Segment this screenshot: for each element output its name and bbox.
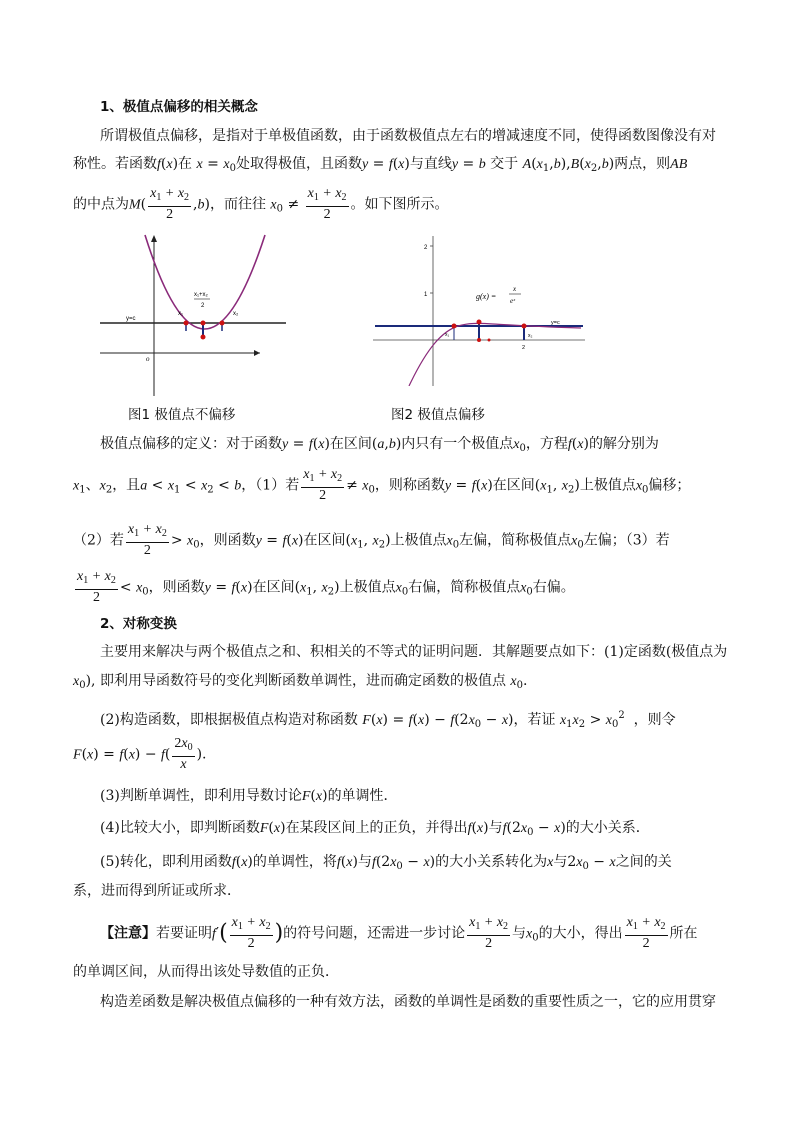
- tick-label-x2: 2: [522, 345, 526, 351]
- paragraph-line: 极值点偏移的定义：对于函数y = f(x)在区间(a,b)内只有一个极值点$x_0$，方程f(x)的解分别为: [100, 436, 659, 454]
- note-tag: 【注意】: [100, 925, 156, 942]
- paragraph-line: 称性。若函数f(x)在 $x = x_0$处取得极值，且函数y = f(x)与直线y = b 交于 $A(x_1,b),B(x_2,b)$两点，则AB: [73, 156, 688, 174]
- point-x1: [184, 321, 189, 326]
- point-x2: [522, 324, 527, 329]
- paragraph-line: 构造差函数是解决极值点偏移的一种有效方法，函数的单调性是函数的重要性质之一，它的应用贯穿: [100, 994, 716, 1010]
- tick-label-y2: 2: [424, 245, 428, 251]
- paragraph-line: $\frac{x_1 + x_2}{2}$ < $x_0$，则函数y = f(x)在区间($x_1$, $x_2$)上极值点$x_0$右偏，简称极值点$x_0$右偏。: [77, 569, 575, 605]
- x-axis-arrow: [254, 350, 260, 356]
- label-g-denominator: eˣ: [510, 297, 516, 305]
- point-vertex: [201, 335, 206, 340]
- point-max: [477, 320, 482, 325]
- label-yc: y=c: [551, 320, 560, 326]
- label-x2: x₂: [233, 311, 239, 317]
- figure-2-gx: [373, 236, 585, 386]
- paragraph-line: $x_0$), 即利用导函数符号的变化判断函数单调性，进而确定函数的极值点 $x_0$.: [73, 673, 528, 691]
- label-x1: x₁: [445, 332, 450, 338]
- section-heading-1: 1、极值点偏移的相关概念: [100, 99, 258, 115]
- point-x1: [452, 324, 457, 329]
- paragraph-line: (5)转化，即利用函数f(x)的单调性，将f(x)与$f(2x_0 - x)$的大小关系转化为x与$2x_0 - x$之间的关: [100, 854, 672, 872]
- label-mid-numerator: x₁+x₂: [194, 292, 208, 298]
- paragraph-line: (4)比较大小，即判断函数F(x)在某段区间上的正负，并得出f(x)与$f(2x_0 - x)$的大小关系．: [100, 820, 650, 838]
- paragraph-line: F(x) = f(x) − f( $\frac{2x_0}{x}$ ).: [73, 736, 207, 772]
- note-line: 【注意】若要证明f′( $\frac{x_1 + x_2}{2}$ )的符号问题，还需进一步讨论 $\frac{x_1 + x_2}{2}$ 与$x_0$的大小，得出 $\frac{x_1 + x_2}{2}$ 所在: [100, 915, 698, 951]
- figure-2-caption: 图2 极值点偏移: [391, 407, 485, 423]
- label-gx: g(x) =: [476, 292, 497, 301]
- figure-1-parabola: [100, 233, 286, 398]
- paragraph-line: 的单调区间，从而得出该处导数值的正负．: [73, 964, 339, 980]
- tick-label-y1: 1: [424, 292, 428, 298]
- label-x2: x₂: [528, 333, 533, 339]
- paragraph-line: （2）若 $\frac{x_1 + x_2}{2}$ > $x_0$，则函数y = f(x)在区间($x_1$, $x_2$)上极值点$x_0$左偏，简称极值点$x_0$左偏；（3）若: [73, 522, 670, 558]
- label-origin: o: [146, 355, 150, 363]
- paragraph-line: 所谓极值点偏移，是指对于单极值函数，由于函数极值点左右的增减速度不同，使得函数图像没有对: [100, 128, 716, 144]
- paragraph-line: (3)判断单调性，即利用导数讨论F(x)的单调性．: [100, 788, 398, 804]
- label-x1: x₁: [178, 311, 184, 317]
- curve-gx: [409, 323, 581, 386]
- point-x2: [220, 321, 225, 326]
- section-heading-2: 2、对称变换: [100, 616, 177, 632]
- paragraph-line: (2)构造函数，即根据极值点构造对称函数 $F(x) = f(x) - f(2x_0 - x)$，若证 $x_1x_2 > x_0^2$ ，则令: [100, 710, 676, 730]
- paragraph-line: 的中点为M( $\frac{x_1 + x_2}{2}$ ,b)，而往往 $x_0$ ≠ $\frac{x_1 + x_2}{2}$ 。如下图所示。: [73, 186, 449, 222]
- label-g-numerator: x: [513, 285, 517, 293]
- label-mid-denominator: 2: [201, 303, 205, 309]
- paragraph-line: 系，进而得到所证或所求．: [73, 883, 241, 899]
- point-x0: [477, 338, 481, 342]
- paragraph-line: $x_1$、$x_2$，且$a < x_1 < x_2 < b$，（1）若 $\frac{x_1 + x_2}{2}$ ≠ $x_0$，则称函数y = f(x)在区间($x_1$, $x_2$)上极值点$x_0$偏移；: [73, 467, 691, 503]
- point-mid: [201, 321, 206, 326]
- parabola-curve: [145, 235, 265, 329]
- paragraph-line: 主要用来解决与两个极值点之和、积相关的不等式的证明问题．其解题要点如下：(1)定函数(极值点为: [100, 644, 728, 660]
- y-axis-arrow: [151, 235, 157, 242]
- point-mid: [488, 339, 491, 342]
- figure-1-caption: 图1 极值点不偏移: [128, 407, 236, 423]
- label-yc: y=c: [126, 316, 136, 322]
